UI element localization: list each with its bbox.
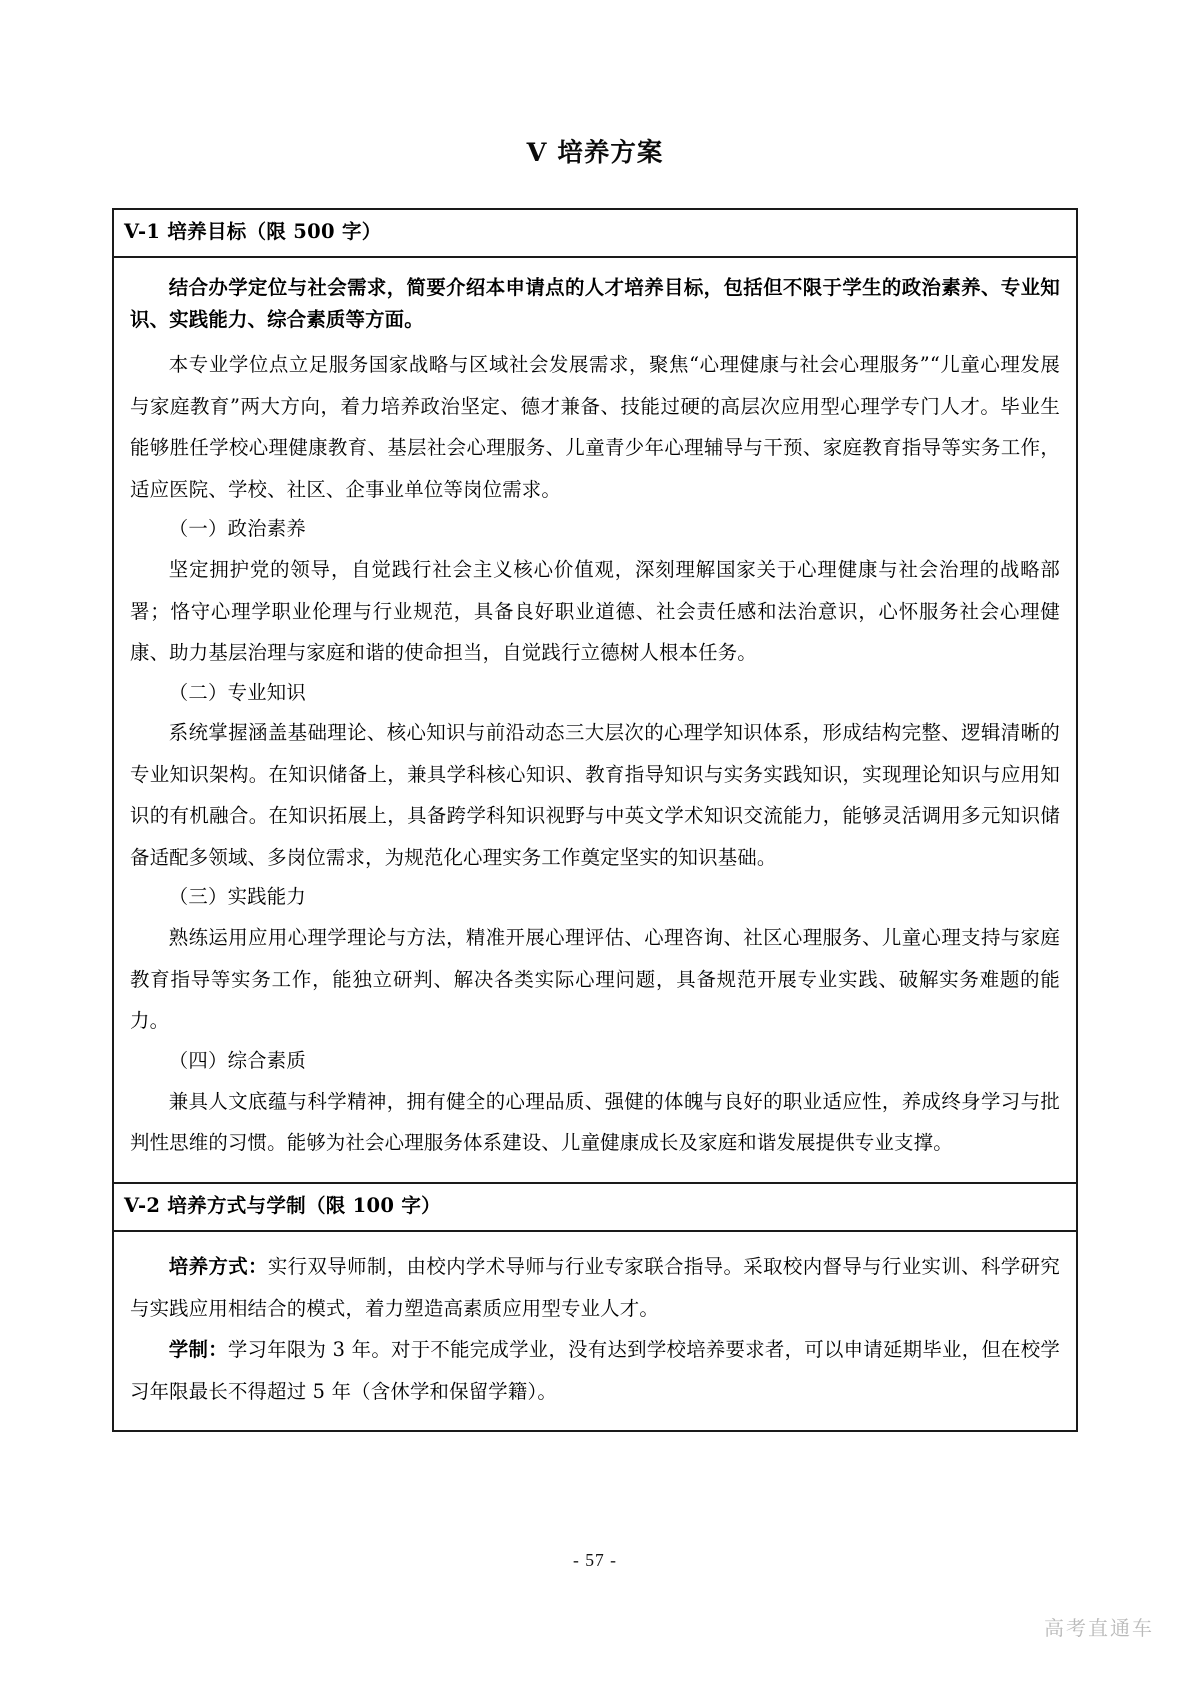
subsection-label-2: （二）专业知识 xyxy=(168,680,306,704)
subsection-label-4: （四）综合素质 xyxy=(168,1048,306,1072)
program-plan-table xyxy=(112,208,1078,1432)
subsection-body-4: 兼具人文底蕴与科学精神，拥有健全的心理品质、强健的体魄与良好的职业适应性，养成终身学习与批判性思维的习惯。能够为社会心理服务体系建设、儿童健康成长及家庭和谐发展提供专业支撑。 xyxy=(130,1089,1060,1155)
table-row-v2-heading xyxy=(114,1184,1076,1232)
section-heading-v2: V-2 培养方式与学制（限 100 字） xyxy=(124,1193,441,1217)
duration-label: 学制： xyxy=(168,1338,228,1362)
duration-paragraph xyxy=(130,1329,1060,1412)
section-prompt-v1: 结合办学定位与社会需求，简要介绍本申请点的人才培养目标，包括但不限于学生的政治素养、专业知识、实践能力、综合素质等方面。 xyxy=(130,276,1060,331)
subsection-body-1: 坚定拥护党的领导，自觉践行社会主义核心价值观，深刻理解国家关于心理健康与社会治理的战略部署；恪守心理学职业伦理与行业规范，具备良好职业道德、社会责任感和法治意识，心怀服务社会心理健康、助力基层治理与家庭和谐的使命担当，自觉践行立德树人根本任务。 xyxy=(130,558,1060,665)
training-mode-label: 培养方式： xyxy=(168,1255,268,1278)
table-row-v2-body xyxy=(114,1232,1076,1430)
subsection-body-3: 熟练运用应用心理学理论与方法，精准开展心理评估、心理咨询、社区心理服务、儿童心理支持与家庭教育指导等实务工作，能独立研判、解决各类实际心理问题，具备规范开展专业实践、破解实务难题的能力。 xyxy=(130,926,1060,1033)
section-body-v1 xyxy=(114,258,1076,1181)
subsection-label-3: （三）实践能力 xyxy=(168,885,306,909)
paragraph-spacer xyxy=(130,335,1060,344)
training-mode-paragraph xyxy=(130,1246,1060,1329)
section-body-v2 xyxy=(114,1232,1076,1430)
watermark: 高考直通车 xyxy=(1044,1616,1154,1640)
subsection-body-2: 系统掌握涵盖基础理论、核心知识与前沿动态三大层次的心理学知识体系，形成结构完整、逻辑清晰的专业知识架构。在知识储备上，兼具学科核心知识、教育指导知识与实务实践知识，实现理论知识与应用知识的有机融合。在知识拓展上，具备跨学科知识视野与中英文学术知识交流能力，能够灵活调用多元知识储备适配多领域、多岗位需求，为规范化心理实务工作奠定坚实的知识基础。 xyxy=(130,721,1060,869)
paragraph-intro: 本专业学位点立足服务国家战略与区域社会发展需求，聚焦“心理健康与社会心理服务”“儿童心理发展与家庭教育”两大方向，着力培养政治坚定、德才兼备、技能过硬的高层次应用型心理学专门人才。毕业生能够胜任学校心理健康教育、基层社会心理服务、儿童青少年心理辅导与干预、家庭教育指导等实务工作，适应医院、学校、社区、企事业单位等岗位需求。 xyxy=(130,353,1060,501)
subsection-label-1: （一）政治素养 xyxy=(168,517,306,541)
page-title: V 培养方案 xyxy=(526,138,664,168)
section-heading-v1: V-1 培养目标（限 500 字） xyxy=(124,220,382,243)
training-mode-body: 实行双导师制，由校内学术导师与行业专家联合指导。采取校内督导与行业实训、科学研究与实践应用相结合的模式，着力塑造高素质应用型专业人才。 xyxy=(130,1255,1060,1320)
table-row-v1-heading xyxy=(114,210,1076,258)
table-row-v1-body xyxy=(114,258,1076,1183)
page-number: - 57 - xyxy=(573,1550,617,1570)
duration-body: 学习年限为 3 年。对于不能完成学业，没有达到学校培养要求者，可以申请延期毕业，但在校学习年限最长不得超过 5 年（含休学和保留学籍）。 xyxy=(130,1338,1060,1403)
